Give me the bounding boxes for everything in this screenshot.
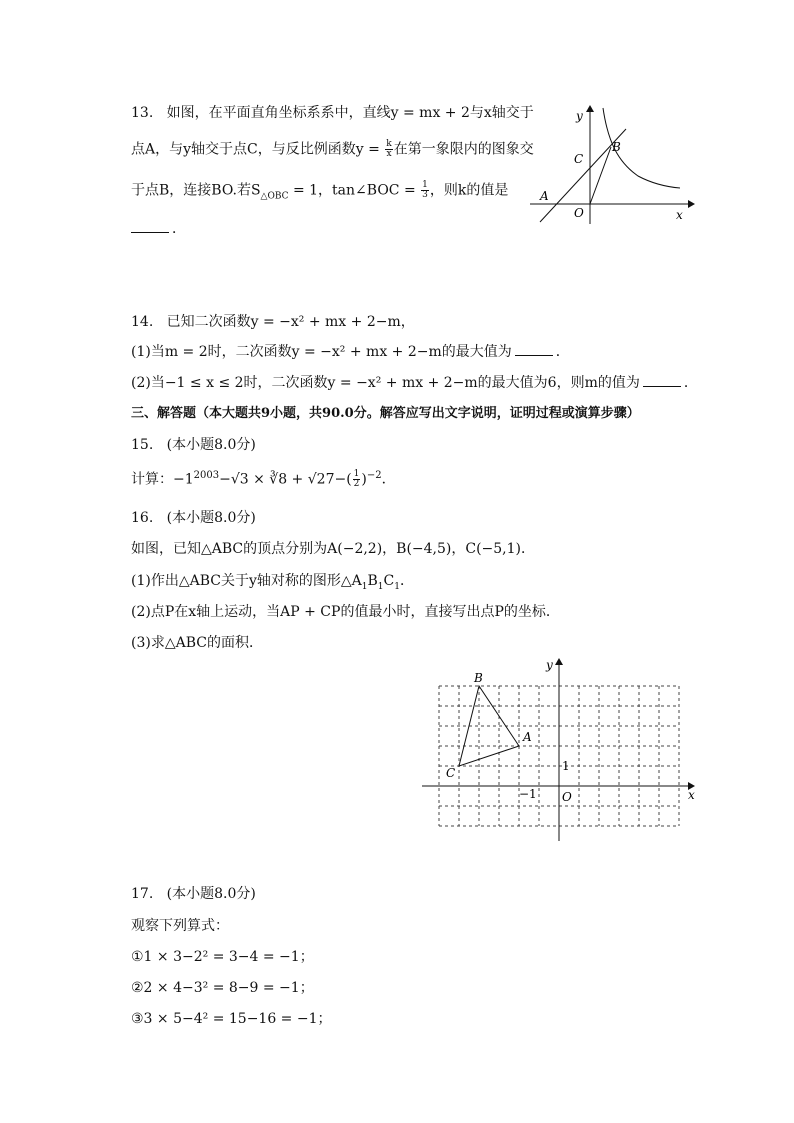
q15-calc-b: −√3 × ∛8 + √27−( [219, 471, 352, 488]
q15-calc-a: 计算：−1 [131, 471, 194, 488]
graph-x-label: x [676, 208, 683, 222]
q13-line2 [131, 140, 534, 159]
q16-part2: (2)点P在x轴上运动，当AP + CP的值最小时，直接写出点P的坐标． [131, 604, 560, 620]
frac-denominator: x [386, 149, 392, 159]
q17-intro: 观察下列算式： [131, 918, 229, 934]
graph-a-label: A [540, 189, 549, 203]
q14-part1-text: (1)当m = 2时，二次函数y = −x² + mx + 2−m的最大值为 [131, 344, 512, 360]
q16-p1d: ． [399, 573, 414, 589]
graph-b-label: B [612, 140, 621, 154]
q14-part1 [131, 343, 570, 361]
section3-heading: 三、解答题（本大题共9小题，共90.0分。解答应写出文字说明，证明过程或演算步骤） [131, 406, 640, 421]
q13-text-3c: ，则k的值是 [429, 182, 509, 199]
grid-a-label: A [523, 730, 532, 744]
q13-area-subscript: △OBC [260, 191, 289, 202]
grid-b-label: B [474, 671, 483, 685]
q17-item-2: ②2 × 4−3² = 8−9 = −1； [131, 980, 314, 996]
grid-one-label: 1 [562, 759, 570, 773]
q13-text-3a: 于点B，连接BO.若S [131, 182, 261, 199]
q16-grid [420, 655, 700, 845]
q15-calc [131, 470, 396, 489]
q15-calc-d: ． [381, 471, 396, 488]
q14-part2-blank [643, 374, 681, 387]
q16-p1-sub1: 1 [361, 581, 368, 592]
graph-y-label: y [576, 109, 583, 123]
q15-exp1: 2003 [193, 469, 220, 481]
q14-number: 14. [131, 314, 154, 330]
grid-y-label: y [546, 658, 553, 672]
q13-period: ． [172, 221, 186, 237]
q16-p1a: (1)作出△ABC关于y轴对称的图形△A [131, 573, 362, 589]
q14-part1-end: ． [555, 344, 570, 360]
q13-line3 [131, 181, 508, 200]
x-axis-arrow [688, 200, 695, 208]
q13-fraction-k-over-x [385, 140, 392, 159]
q16-number: 16. [131, 510, 154, 526]
q14-line1 [131, 313, 415, 331]
q15-fraction-half [353, 470, 361, 489]
q17-item-3: ③3 × 5−4² = 15−16 = −1； [131, 1011, 332, 1027]
q15-number: 15. [131, 437, 154, 453]
q15-calc-c: ) [361, 471, 367, 488]
q17-item-1: ①1 × 3−2² = 3−4 = −1； [131, 949, 314, 965]
q16-part3: (3)求△ABC的面积． [131, 635, 263, 651]
q13-number: 13. [131, 105, 154, 121]
frac-denominator: 3 [422, 190, 428, 200]
q14-part2 [131, 374, 698, 392]
y-axis-arrow [586, 105, 594, 112]
q17-number: 17. [131, 886, 154, 902]
y-axis-arrow [555, 658, 563, 665]
q16-p1-sub3: 1 [394, 581, 400, 592]
q13-fraction-one-third [421, 181, 429, 200]
q16-p1c: C [383, 573, 395, 589]
q13-text-2a: 点A，与y轴交于点C，与反比例函数y = [131, 141, 385, 158]
q13-graph [528, 102, 698, 226]
q14-text: 已知二次函数y = −x² + mx + 2−m， [166, 314, 415, 330]
grid-c-label: C [446, 766, 456, 780]
frac-numerator: k [386, 139, 392, 149]
q15-exp2: −2 [366, 469, 382, 481]
q13-text-2b: 在第一象限内的图象交 [393, 141, 534, 158]
q13-text-1: 如图，在平面直角坐标系系中，直线y = mx + 2与x轴交于 [166, 105, 534, 121]
graph-c-label: C [574, 152, 584, 166]
q14-part2-end: ． [683, 375, 698, 391]
grid-minus-one-label: −1 [519, 787, 537, 801]
q17-score: (本小题8.0分) [166, 886, 256, 902]
grid-o-label: O [562, 790, 572, 804]
q16-line1: 如图，已知△ABC的顶点分别为A(−2,2)，B(−4,5)，C(−5,1)． [131, 541, 536, 557]
q16-p1b: B [367, 573, 378, 589]
q16-p1-sub2: 1 [377, 581, 384, 592]
q15-score: (本小题8.0分) [166, 437, 256, 453]
frac-numerator: 1 [353, 469, 360, 479]
q13-answer-blank [131, 220, 169, 233]
q16-score: (本小题8.0分) [166, 510, 256, 526]
grid-x-label: x [688, 788, 695, 802]
q13-line4 [131, 220, 186, 238]
segment-bo [590, 147, 611, 204]
q16-header [131, 509, 256, 527]
q14-part2-text: (2)当−1 ≤ x ≤ 2时，二次函数y = −x² + mx + 2−m的最大值为6，则m的值为 [131, 375, 640, 391]
q16-part1 [131, 572, 414, 590]
graph-o-label: O [574, 206, 584, 220]
frac-denominator: 2 [353, 479, 360, 489]
q13-line1 [131, 104, 534, 122]
q14-part1-blank [515, 343, 553, 356]
q13-text-3b: = 1，tan∠BOC = [288, 182, 421, 199]
q17-header [131, 885, 256, 903]
q15-header [131, 436, 256, 454]
frac-numerator: 1 [422, 180, 428, 190]
